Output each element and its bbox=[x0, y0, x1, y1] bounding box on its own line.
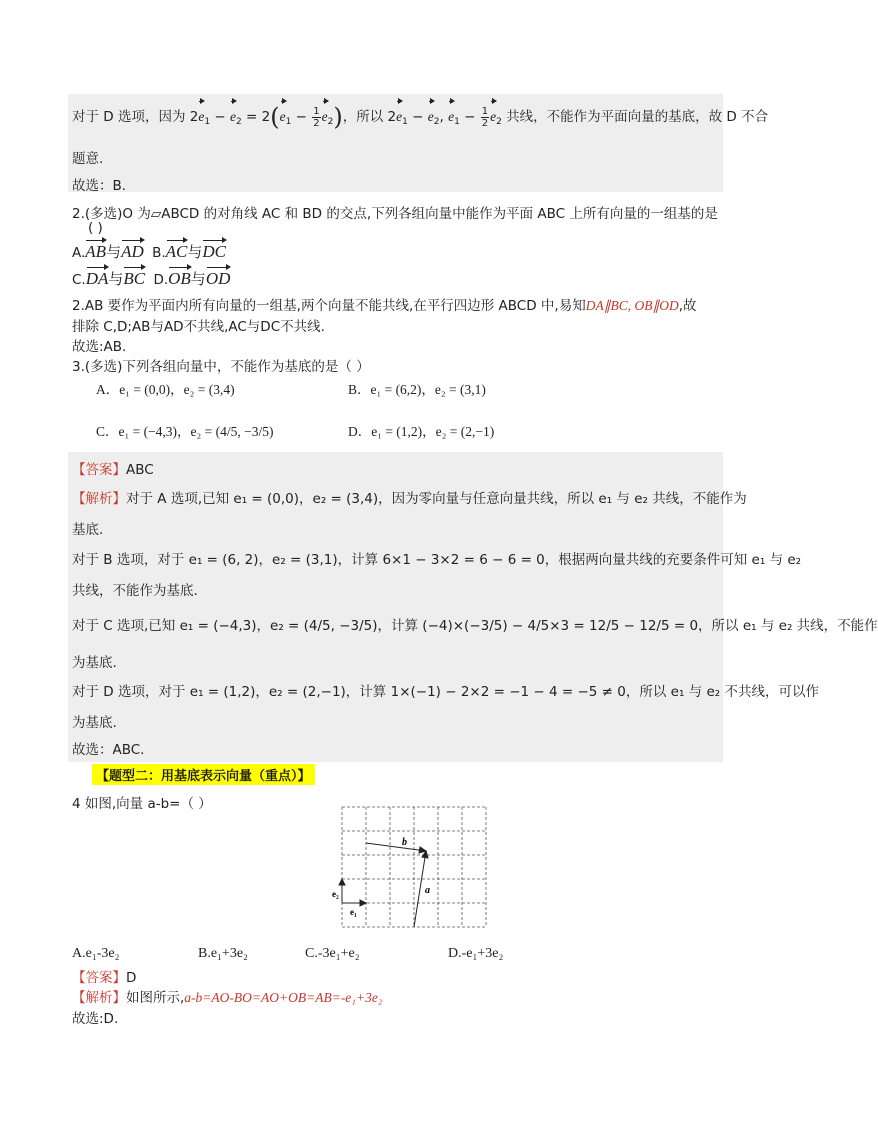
block1-answer: 故选：B. bbox=[72, 178, 127, 194]
block1-line1: 对于 D 选项，因为 $2e_1 - e_2 = 2(e_1$ − $\frac{1}{2}$ $e_2$)，所以 $2e_1 - e_2$, $e_1$ − $\frac{1}{2}$ $e_2$ 共线，不能作为平面向量的基底，故 D 不合 bbox=[72, 103, 769, 131]
q2-optC-and: 与 bbox=[108, 270, 124, 288]
block1-line1-mid: ，所以 2 bbox=[342, 109, 397, 125]
q3-analysis-b1: 对于 B 选项，对于 e₁ = (6, 2)，e₂ = (3,1)，计算 6×1 − 3×2 = 6 − 6 = 0，根据两向量共线的充要条件可知 e₁ 与 e₂ bbox=[72, 552, 802, 568]
q3-analysis-a1 bbox=[72, 487, 747, 507]
q2-optB-v2: DC bbox=[202, 242, 226, 261]
q2-options-row1 bbox=[72, 241, 226, 262]
q4-label-a: a bbox=[425, 885, 430, 896]
q2-optA-v1: AB bbox=[85, 242, 107, 261]
q2-optB-label: B. bbox=[152, 245, 166, 261]
q4-analysis-label: 【解析】 bbox=[72, 990, 126, 1006]
q3-analysis-label: 【解析】 bbox=[72, 491, 126, 507]
q2-optB-and: 与 bbox=[187, 243, 203, 261]
q4-analysis-text: 如图所示, bbox=[126, 990, 185, 1006]
q3-optB: B．e₁ = (6,2)，e₂ = (3,1) bbox=[348, 382, 486, 397]
q2-blank: ( ) bbox=[88, 220, 103, 236]
q2-answer: 故选:AB. bbox=[72, 339, 127, 355]
q4-analysis-red: a-b=AO-BO=AO+OB=AB=-e₁+3e₂ bbox=[184, 990, 383, 1005]
q4-label-e1: e₁ bbox=[350, 907, 357, 917]
section-heading: 【题型二：用基底表示向量（重点）】 bbox=[92, 764, 315, 785]
q3-answer-value: ABC bbox=[126, 462, 154, 478]
q3-analysis-c2: 为基底. bbox=[72, 655, 117, 671]
q4-label-b: b bbox=[402, 837, 407, 848]
q4-answer-line bbox=[72, 966, 136, 986]
q4-analysis-line bbox=[72, 986, 383, 1006]
q4-final: 故选:D. bbox=[72, 1011, 119, 1027]
block1-line1-prefix: 对于 D 选项，因为 2 bbox=[72, 109, 199, 125]
q4-optD: D.-e₁+3e₂ bbox=[448, 946, 504, 961]
q2-optC-label: C. bbox=[72, 272, 86, 288]
q2-stem: 2.(多选)O 为▱ABCD 的对角线 AC 和 BD 的交点,下列各组向量中能作为平面 ABC 上所有向量的一组基的是 bbox=[72, 206, 718, 222]
q4-label-e2: e₂ bbox=[332, 889, 339, 899]
q2-optD-and: 与 bbox=[190, 270, 206, 288]
q3-analysis-d1: 对于 D 选项，对于 e₁ = (1,2)，e₂ = (2,−1)，计算 1×(−1) − 2×2 = −1 − 4 = −5 ≠ 0，所以 e₁ 与 e₂ 不共线，可以作 bbox=[72, 684, 819, 700]
block1-line1-end: 共线，不能作为平面向量的基底，故 D 不合 bbox=[506, 109, 769, 125]
q2-optC-v2: BC bbox=[123, 269, 146, 288]
q3-analysis-a1-text: 对于 A 选项,已知 e₁ = (0,0)，e₂ = (3,4)，因为零向量与任意向量共线，所以 e₁ 与 e₂ 共线，不能作为 bbox=[126, 491, 747, 507]
q2-optC-v1: DA bbox=[85, 269, 109, 288]
q2-options-row2 bbox=[72, 268, 230, 289]
q3-optC: C．e₁ = (−4,3)，e₂ = (4/5, −3/5) bbox=[96, 424, 274, 439]
q2-optA-v2: AD bbox=[121, 242, 144, 261]
q4-optB: B.e₁+3e₂ bbox=[198, 946, 248, 961]
q3-answer-label: 【答案】 bbox=[72, 462, 126, 478]
q2-sol-text: 2.AB 要作为平面内所有向量的一组基,两个向量不能共线,在平行四边形 ABCD 中,易知 bbox=[72, 298, 586, 314]
q2-solution-line2: 排除 C,D;AB与AD不共线,AC与DC不共线. bbox=[72, 319, 325, 335]
q4-answer-value: D bbox=[126, 970, 137, 986]
q4-optC: C.-3e₁+e₂ bbox=[305, 946, 360, 961]
block1-line2: 题意. bbox=[72, 151, 104, 167]
q2-optA-label: A. bbox=[72, 245, 86, 261]
q4-optA: A.e₁-3e₂ bbox=[72, 946, 120, 961]
q4-stem: 4 如图,向量 a-b=（ ） bbox=[72, 796, 212, 812]
q3-analysis-b2: 共线，不能作为基底. bbox=[72, 583, 198, 599]
q3-optA: A．e₁ = (0,0)，e₂ = (3,4) bbox=[96, 382, 235, 397]
q2-sol-end: ,故 bbox=[678, 298, 697, 314]
q3-analysis-a2: 基底. bbox=[72, 522, 104, 538]
q2-optA-and: 与 bbox=[106, 243, 122, 261]
q2-optD-v1: OB bbox=[168, 269, 191, 288]
q3-stem: 3.(多选)下列各组向量中，不能作为基底的是（ ） bbox=[72, 359, 370, 375]
q2-optD-label: D. bbox=[153, 272, 169, 288]
q3-answer-line bbox=[72, 458, 154, 478]
q3-analysis-d2: 为基底. bbox=[72, 715, 117, 731]
q3-analysis-c1: 对于 C 选项,已知 e₁ = (−4,3)，e₂ = (4/5, −3/5)，计算 (−4)×(−3/5) − 4/5×3 = 12/5 − 12/5 = 0，所以 e₁ 与 e₂ 共线，不能作 bbox=[72, 618, 878, 634]
q2-optD-v2: OD bbox=[205, 269, 231, 288]
q3-final: 故选：ABC. bbox=[72, 742, 145, 758]
q2-sol-vec: DA∥BC, OB∥OD bbox=[585, 298, 679, 313]
q2-solution-line1 bbox=[72, 294, 697, 314]
q2-optB-v1: AC bbox=[165, 242, 188, 261]
q4-grid-figure bbox=[332, 805, 490, 930]
q4-answer-label: 【答案】 bbox=[72, 970, 126, 986]
q3-optD: D．e₁ = (1,2)，e₂ = (2,−1) bbox=[348, 424, 495, 439]
